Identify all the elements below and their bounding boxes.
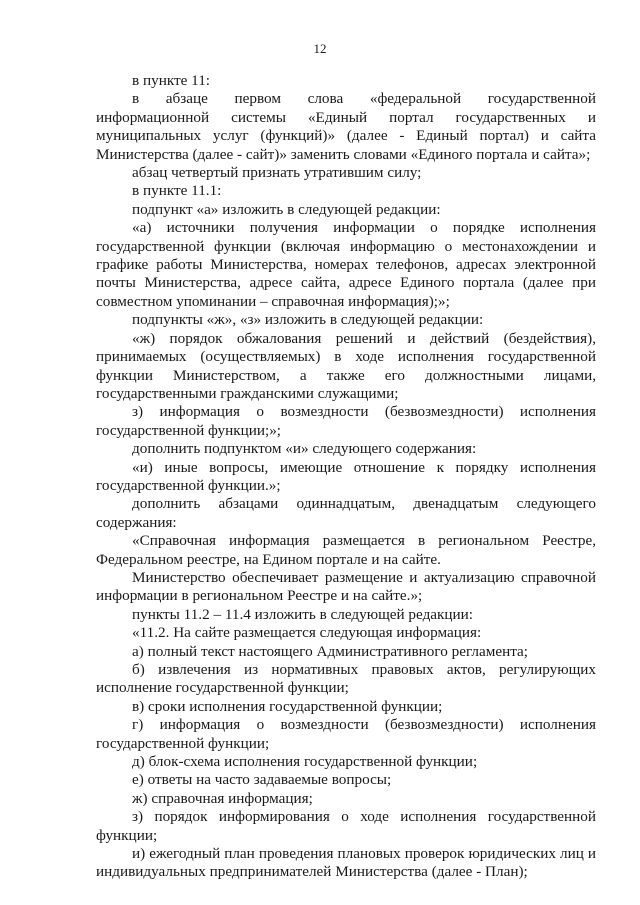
paragraph: дополнить подпунктом «и» следующего содержания: (132, 440, 477, 458)
paragraph: «Справочная информация размещается в региональном Реестре, Федеральном реестре, на Едином портале и на сайте. (96, 532, 596, 568)
paragraph: абзац четвертый признать утратившим силу; (132, 164, 422, 182)
paragraph: «11.2. На сайте размещается следующая информация: (132, 624, 482, 642)
paragraph: з) порядок информирования о ходе исполнения государственной функции; (96, 808, 596, 844)
paragraph: е) ответы на часто задаваемые вопросы; (132, 771, 392, 789)
paragraph: подпункты «ж», «з» изложить в следующей редакции: (132, 311, 484, 329)
paragraph: з) информация о возмездности (безвозмездности) исполнения государственной функции;»; (96, 403, 596, 439)
paragraph: в пункте 11: (132, 72, 211, 89)
paragraph: д) блок-схема исполнения государственной функции; (132, 753, 478, 771)
paragraph: «и) иные вопросы, имеющие отношение к порядку исполнения государственной функции.»; (96, 458, 596, 494)
paragraph: пункты 11.2 – 11.4 изложить в следующей редакции: (132, 605, 474, 623)
paragraph: г) информация о возмездности (безвозмездности) исполнения государственной функции; (96, 716, 596, 752)
paragraph: Министерство обеспечивает размещение и актуализацию справочной информации в региональном Реестре и на сайте.»; (96, 568, 596, 605)
paragraph: и) ежегодный план проведения плановых проверок юридических лиц и индивидуальных предпринимателей Министерства (далее - План); (96, 845, 596, 881)
paragraph: б) извлечения из нормативных правовых актов, регулирующих исполнение государственной функции; (96, 661, 596, 697)
paragraph: а) полный текст настоящего Административного регламента; (132, 642, 528, 660)
paragraph: «а) источники получения информации о порядке исполнения государственной функции (включая информацию о местонахождении и графике работы Министерства, номерах телефонов, адресах электронной почты Министерства, адресе сайта, адресе Единого портала (далее при совместном упоминании – справочная информация);»; (96, 219, 596, 310)
paragraph: дополнить абзацами одиннадцатым, двенадцатым следующего содержания: (96, 495, 596, 531)
paragraph: в) сроки исполнения государственной функции; (132, 697, 443, 715)
paragraph: в абзаце первом слова «федеральной государственной информационной системы «Единый портал государственных и муниципальных услуг (функций)» (далее - Единый портал) и сайта Министерства (далее - сайт)» заменить словами «Единого портала и сайта»; (96, 90, 596, 163)
page-number: 12 (313, 41, 327, 56)
paragraph: «ж) порядок обжалования решений и действий (бездействия), принимаемых (осуществляемых) в ходе исполнения государственной функции Министерством, а также его должностными лицами, государственными гражданскими служащими; (96, 329, 596, 402)
document-body (96, 72, 596, 882)
paragraph: подпункт «а» изложить в следующей редакции: (132, 200, 441, 218)
paragraph: в пункте 11.1: (132, 182, 222, 200)
paragraph: ж) справочная информация; (132, 789, 313, 807)
